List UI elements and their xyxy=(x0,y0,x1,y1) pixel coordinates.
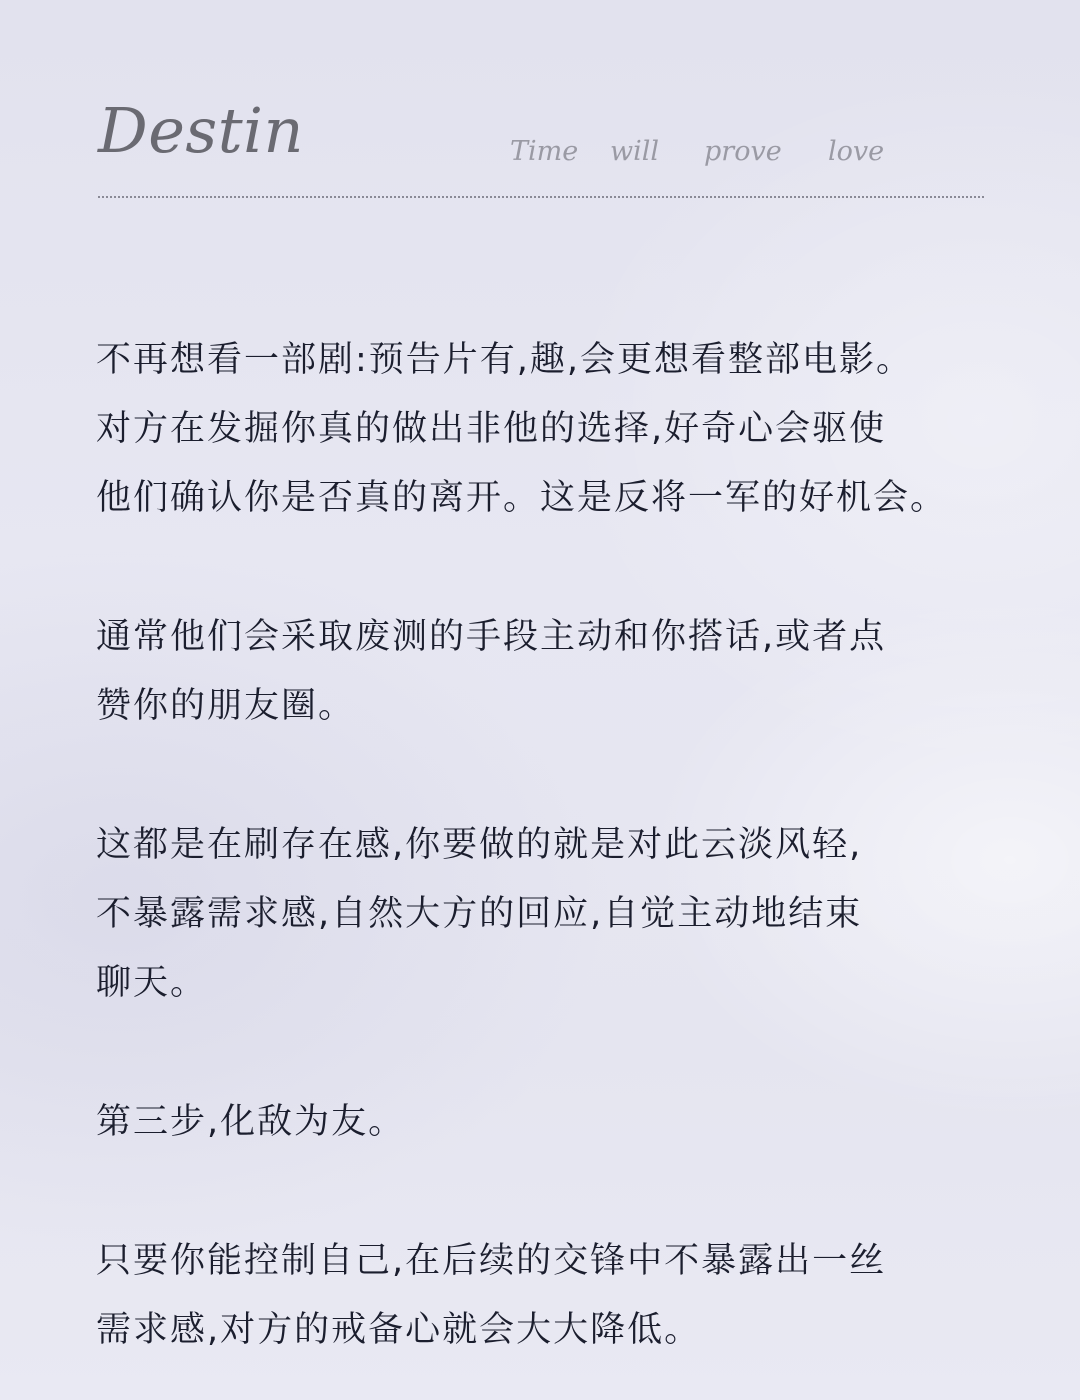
header xyxy=(98,94,984,200)
dotted-divider xyxy=(98,196,984,198)
text-line: 第三步,化敌为友。 xyxy=(96,1102,406,1142)
paragraph xyxy=(96,1088,996,1157)
text-line: 不再想看一部剧:预告片有,趣,会更想看整部电影。 xyxy=(96,340,914,380)
text-line: 这都是在刷存在感,你要做的就是对此云淡风轻, xyxy=(96,825,863,865)
tagline-word: will xyxy=(610,136,660,167)
paragraph xyxy=(96,326,996,533)
text-line: 聊天。 xyxy=(96,963,208,1003)
tagline-word: prove xyxy=(704,136,782,167)
paragraph xyxy=(96,1227,996,1365)
text-line: 不暴露需求感,自然大方的回应,自觉主动地结束 xyxy=(96,894,863,934)
text-line: 只要你能控制自己,在后续的交锋中不暴露出一丝 xyxy=(96,1241,887,1281)
text-line: 对方在发掘你真的做出非他的选择,好奇心会驱使 xyxy=(96,409,887,449)
tagline-word: love xyxy=(828,136,885,167)
paragraph xyxy=(96,811,996,1018)
text-line: 需求感,对方的戒备心就会大大降低。 xyxy=(96,1310,702,1350)
tagline-word: Time xyxy=(510,136,579,167)
article-body xyxy=(96,326,996,1365)
text-line: 通常他们会采取废测的手段主动和你搭话,或者点 xyxy=(96,617,887,657)
paragraph xyxy=(96,603,996,741)
brand-title: Destin xyxy=(98,94,304,167)
tagline xyxy=(510,138,908,165)
text-line: 赞你的朋友圈。 xyxy=(96,686,356,726)
text-line: 他们确认你是否真的离开。这是反将一军的好机会。 xyxy=(96,478,948,518)
